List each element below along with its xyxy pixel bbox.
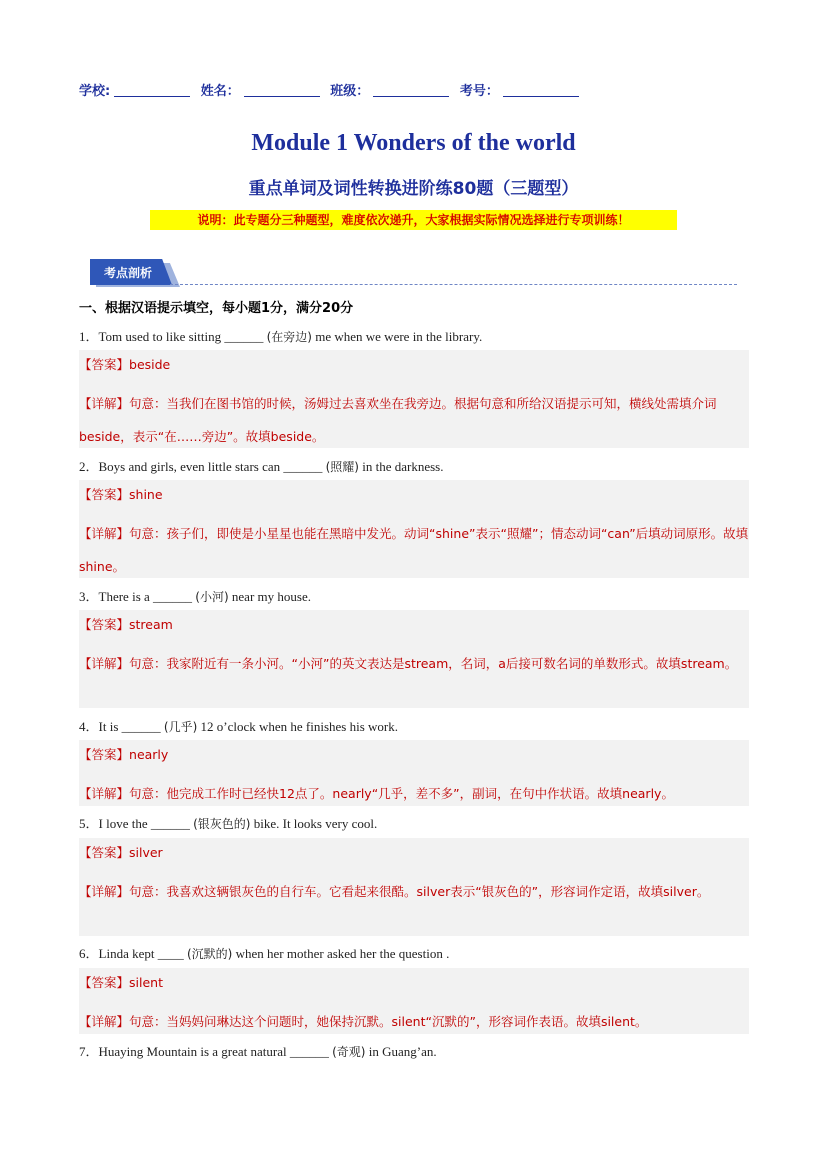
question-text-after: me when we were in the library.	[311, 329, 483, 344]
answer-line	[79, 745, 168, 763]
question-hint: (银灰色的)	[193, 817, 251, 831]
student-info-line	[79, 80, 585, 99]
explanation-tag: 【详解】	[79, 656, 130, 671]
question-text-after: when her mother asked her the question .	[232, 946, 450, 961]
explanation-text: 句意：当我们在图书馆的时候，汤姆过去喜欢坐在我旁边。根据句意和所给汉语提示可知，横线处需填介词beside，表示“在……旁边”。故填beside。	[79, 396, 717, 444]
page-subtitle: 重点单词及词性转换进阶练80题（三题型）	[248, 179, 579, 199]
banner-label: 考点剖析	[104, 266, 153, 280]
answer-line	[79, 973, 163, 991]
question-number: 5．	[79, 816, 99, 831]
question-text-before: Huaying Mountain is a great natural ______	[98, 1044, 333, 1059]
question-text-before: I love the ______	[98, 816, 194, 831]
explanation-tag: 【详解】	[79, 884, 130, 899]
explanation-text: 句意：孩子们，即使是小星星也能在黑暗中发光。动词“shine”表示“照耀”；情态动词“can”后填动词原形。故填shine。	[79, 526, 749, 574]
answer-box-4	[79, 740, 749, 806]
question-number: 6．	[79, 946, 99, 961]
question-text-after: in Guang’an.	[365, 1044, 437, 1059]
question-2	[79, 456, 749, 475]
question-text-before: Tom used to like sitting ______	[98, 329, 267, 344]
question-hint: (沉默的)	[186, 947, 233, 961]
question-text-before: There is a ______	[98, 589, 196, 604]
answer-tag: 【答案】	[79, 357, 130, 372]
question-4	[79, 716, 749, 735]
explanation	[79, 777, 749, 810]
question-3	[79, 586, 749, 605]
answer-text: stream	[129, 617, 173, 632]
class-blank[interactable]	[373, 84, 449, 97]
question-1	[79, 326, 749, 345]
question-hint: (在旁边)	[266, 330, 312, 344]
section-title: 一、根据汉语提示填空，每小题1分，满分20分	[79, 301, 354, 316]
explanation-text: 句意：我家附近有一条小河。“小河”的英文表达是stream，名词，a后接可数名词的单数形式。故填stream。	[129, 656, 738, 671]
explanation	[79, 387, 749, 453]
answer-tag: 【答案】	[79, 747, 130, 762]
explanation-tag: 【详解】	[79, 396, 130, 411]
answer-text: nearly	[129, 747, 169, 762]
banner-divider	[170, 284, 737, 285]
answer-box-1	[79, 350, 749, 448]
explanation-tag: 【详解】	[79, 786, 130, 801]
explanation	[79, 875, 749, 908]
explanation-tag: 【详解】	[79, 1014, 130, 1029]
question-6	[79, 943, 749, 962]
question-7	[79, 1041, 749, 1060]
answer-line	[79, 615, 173, 633]
name-blank[interactable]	[244, 84, 320, 97]
question-text-before: Linda kept ____	[98, 946, 187, 961]
answer-line	[79, 485, 163, 503]
question-text-after: 12 o’clock when he finishes his work.	[197, 719, 399, 734]
answer-text: silver	[129, 845, 163, 860]
explanation-text: 句意：我喜欢这辆银灰色的自行车。它看起来很酷。silver表示“银灰色的”，形容词作定语，故填silver。	[129, 884, 710, 899]
answer-box-6	[79, 968, 749, 1034]
notice-banner: 说明：此专题分三种题型，难度依次递升，大家根据实际情况选择进行专项训练！	[150, 210, 677, 230]
explanation	[79, 647, 749, 680]
question-number: 4．	[79, 719, 99, 734]
exam-number-label: 考号：	[459, 84, 499, 99]
question-hint: (奇观)	[332, 1045, 366, 1059]
question-number: 2．	[79, 459, 99, 474]
question-hint: (照耀)	[325, 460, 359, 474]
explanation-text: 句意：他完成工作时已经快12点了。nearly“几乎，差不多”，副词，在句中作状语。故填nearly。	[129, 786, 674, 801]
answer-box-3	[79, 610, 749, 708]
question-number: 1．	[79, 329, 99, 344]
question-number: 7．	[79, 1044, 99, 1059]
answer-text: shine	[129, 487, 163, 502]
answer-tag: 【答案】	[79, 487, 130, 502]
explanation-text: 句意：当妈妈问琳达这个问题时，她保持沉默。silent“沉默的”，形容词作表语。故填silent。	[129, 1014, 648, 1029]
school-blank[interactable]	[114, 84, 190, 97]
question-text-after: near my house.	[228, 589, 311, 604]
answer-tag: 【答案】	[79, 845, 130, 860]
answer-text: beside	[129, 357, 171, 372]
question-text-before: It is ______	[98, 719, 164, 734]
answer-box-5	[79, 838, 749, 936]
exam-number-blank[interactable]	[503, 84, 579, 97]
question-text-before: Boys and girls, even little stars can ______	[98, 459, 326, 474]
answer-tag: 【答案】	[79, 975, 130, 990]
question-text-after: bike. It looks very cool.	[250, 816, 378, 831]
answer-tag: 【答案】	[79, 617, 130, 632]
question-hint: (几乎)	[163, 720, 198, 734]
answer-line	[79, 355, 170, 373]
class-label: 班级：	[330, 84, 370, 99]
explanation-tag: 【详解】	[79, 526, 130, 541]
question-number: 3．	[79, 589, 99, 604]
explanation	[79, 1005, 749, 1038]
answer-box-2	[79, 480, 749, 578]
question-text-after: in the darkness.	[359, 459, 444, 474]
section-banner	[90, 259, 172, 285]
answer-line	[79, 843, 163, 861]
explanation	[79, 517, 749, 583]
question-hint: (小河)	[195, 590, 229, 604]
name-label: 姓名：	[200, 84, 240, 99]
school-label: 学校:	[79, 84, 111, 99]
question-5	[79, 813, 749, 832]
answer-text: silent	[129, 975, 163, 990]
page-title: Module 1 Wonders of the world	[251, 130, 576, 156]
